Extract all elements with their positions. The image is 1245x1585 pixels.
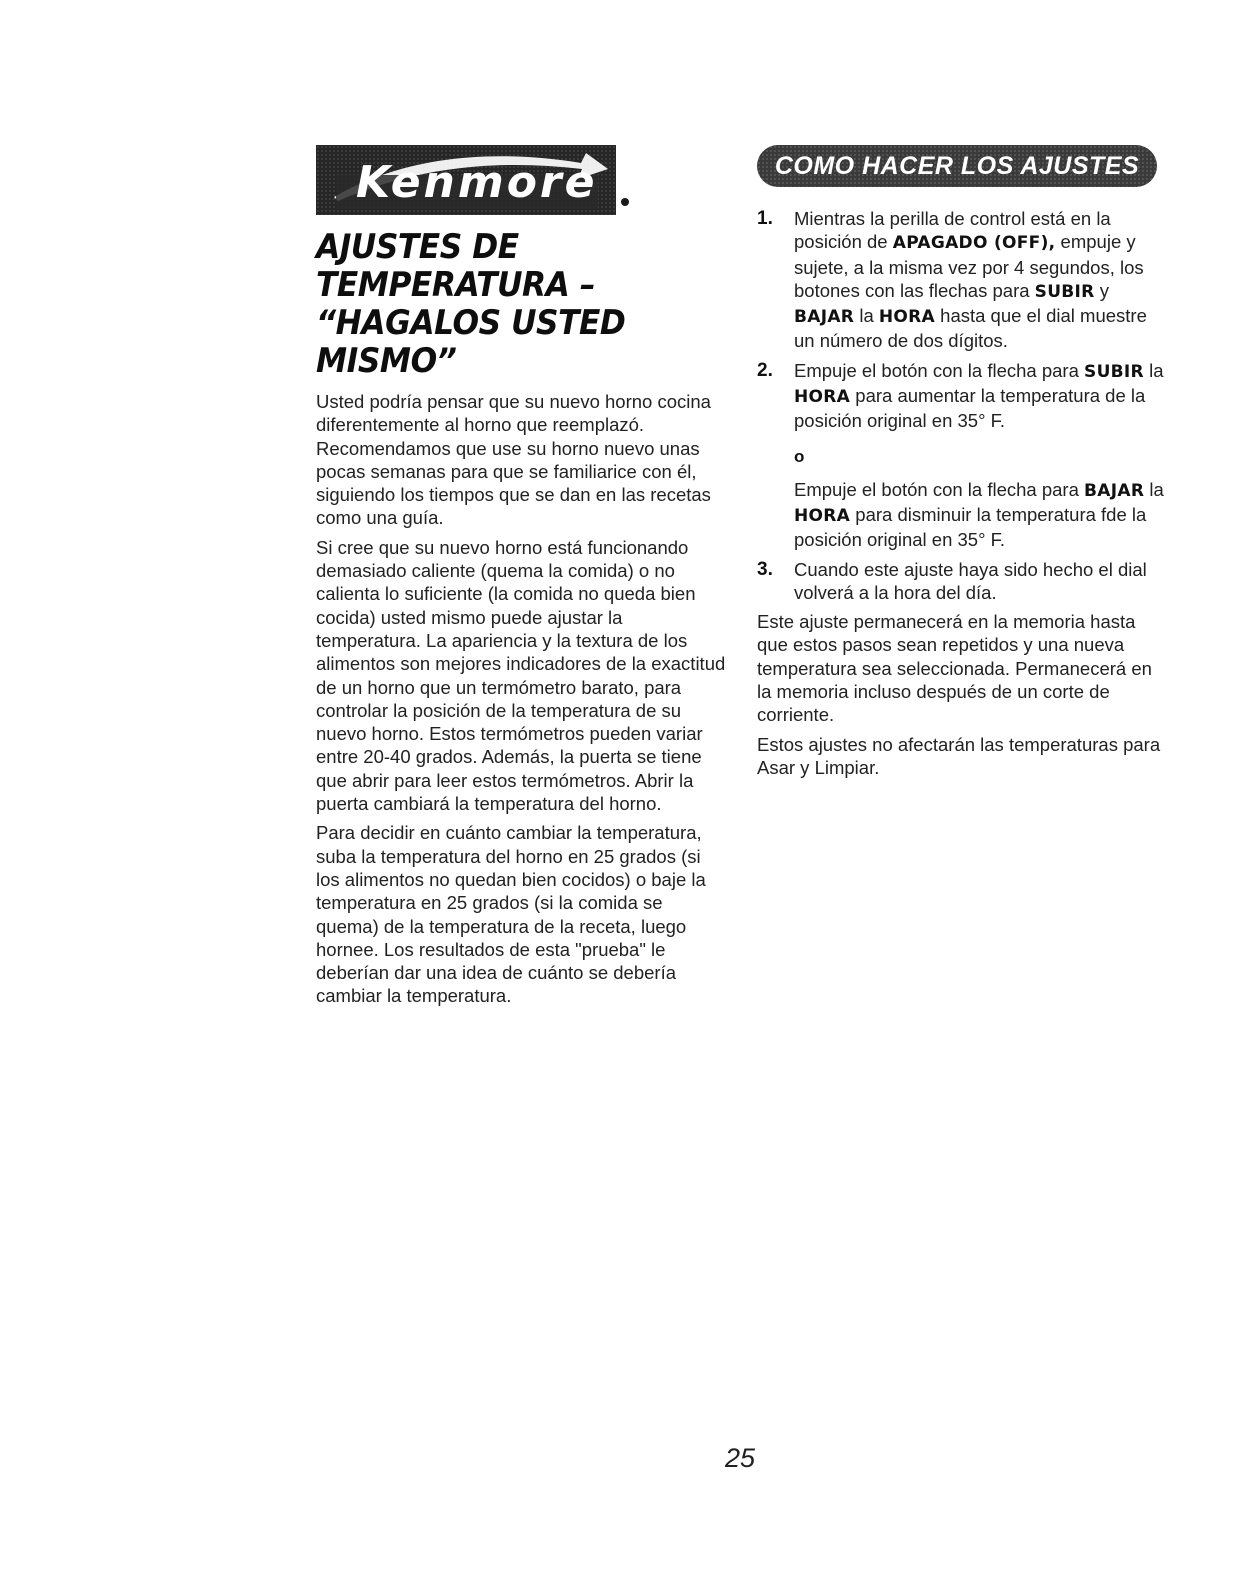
keyword-hora: HORA xyxy=(878,307,936,328)
step-text xyxy=(794,207,1167,353)
keyword-apagado-off: APAGADO (OFF), xyxy=(892,233,1056,254)
left-column xyxy=(316,228,736,1014)
page-title xyxy=(316,228,702,380)
step-3 xyxy=(757,558,1167,605)
keyword-subir: SUBIR xyxy=(1034,281,1095,302)
step-1-text-c: y xyxy=(1094,279,1109,301)
step-2a-text-b: la xyxy=(1143,359,1164,381)
step-text: Cuando este ajuste haya sido hecho el dial volverá a la hora del día. xyxy=(794,558,1147,603)
step-2b-text-c: para disminuir la temperatura fde la posición original en 35° F. xyxy=(794,503,1147,551)
broil-clean-note: Estos ajustes no afectarán las temperaturas para Asar y Limpiar. xyxy=(757,733,1161,778)
logo-registered-dot xyxy=(621,198,629,206)
title-line-2: TEMPERATURA – xyxy=(316,265,596,305)
step-2a-text-c: para aumentar la temperatura de la posición original en 35° F. xyxy=(794,385,1146,432)
step-2-or: o xyxy=(794,446,805,466)
page-number: 25 xyxy=(724,1443,756,1473)
step-2 xyxy=(757,359,1167,552)
step-1-text-a: Mientras la perilla de control está en la posición de xyxy=(794,208,1111,253)
keyword-bajar: BAJAR xyxy=(794,307,855,328)
step-2-decrease-text xyxy=(794,478,1167,552)
step-2b-text-b: la xyxy=(1144,478,1164,500)
step-number: 1. xyxy=(757,208,773,229)
keyword-hora: HORA xyxy=(794,387,851,408)
section-title: COMO HACER LOS AJUSTES xyxy=(774,152,1140,180)
step-2-increase-text xyxy=(794,359,1167,433)
keyword-subir: SUBIR xyxy=(1084,361,1144,382)
step-1-text-b: empuje y sujete, a la misma vez por 4 segundos, los botones con las flechas para xyxy=(794,231,1144,301)
step-2b-text-a: Empuje el botón con la flecha para xyxy=(794,478,1085,500)
step-1 xyxy=(757,207,1167,353)
adjust-amount-paragraph: Para decidir en cuánto cambiar la temperatura, suba la temperatura del horno en 25 grados (si los alimentos no quedan bien cocidos) o baje la temperatura en 25 grados (si la comida se quema) de la temperatura de la receta, luego hornee. Los resultados de esta "prueba" le deberían dar una idea de cuánto se debería cambiar la temperatura. xyxy=(316,822,706,1007)
memory-paragraph: Este ajuste permanecerá en la memoria hasta que estos pasos sean repetidos y una nueva temperatura sea seleccionada. Permanecerá en la memoria incluso después de un corte de corriente. xyxy=(757,611,1152,726)
intro-paragraph: Usted podría pensar que su nuevo horno cocina diferentemente al horno que reemplazó. Recomendamos que use su horno nuevo unas pocas semanas para que se familiarice con él, siguiendo los tiempos que se dan en las recetas como una guía. xyxy=(316,391,711,529)
section-banner xyxy=(757,145,1157,187)
title-line-1: AJUSTES DE xyxy=(316,227,519,267)
step-number: 2. xyxy=(757,359,773,381)
step-2a-text-a: Empuje el botón con la flecha para xyxy=(794,359,1085,381)
step-1-text-e: hasta que el dial muestre un número de dos dígitos. xyxy=(794,305,1147,352)
step-1-text-d: la xyxy=(854,305,879,327)
kenmore-logo xyxy=(316,145,616,215)
steps-list xyxy=(757,207,1167,604)
title-line-3: “HAGALOS USTED MISMO” xyxy=(316,303,626,381)
right-column xyxy=(757,145,1167,785)
keyword-hora: HORA xyxy=(794,505,851,526)
keyword-bajar: BAJAR xyxy=(1084,480,1145,501)
step-number: 3. xyxy=(757,558,773,580)
thermometer-paragraph: Si cree que su nuevo horno está funcionando demasiado caliente (quema la comida) o no calienta lo suficiente (la comida no queda bien cocida) usted mismo puede ajustar la temperatura. La apariencia y la textura de los alimentos son mejores indicadores de la exactitud de un horno que un termómetro barato, para controlar la posición de la temperatura de su nuevo horno. Estos termómetros pueden variar entre 20-40 grados. Además, la puerta se tiene que abrir para leer estos termómetros. Abrir la puerta cambiará la temperatura del horno. xyxy=(316,536,726,815)
logo-wordmark: Kenmore xyxy=(356,157,598,208)
